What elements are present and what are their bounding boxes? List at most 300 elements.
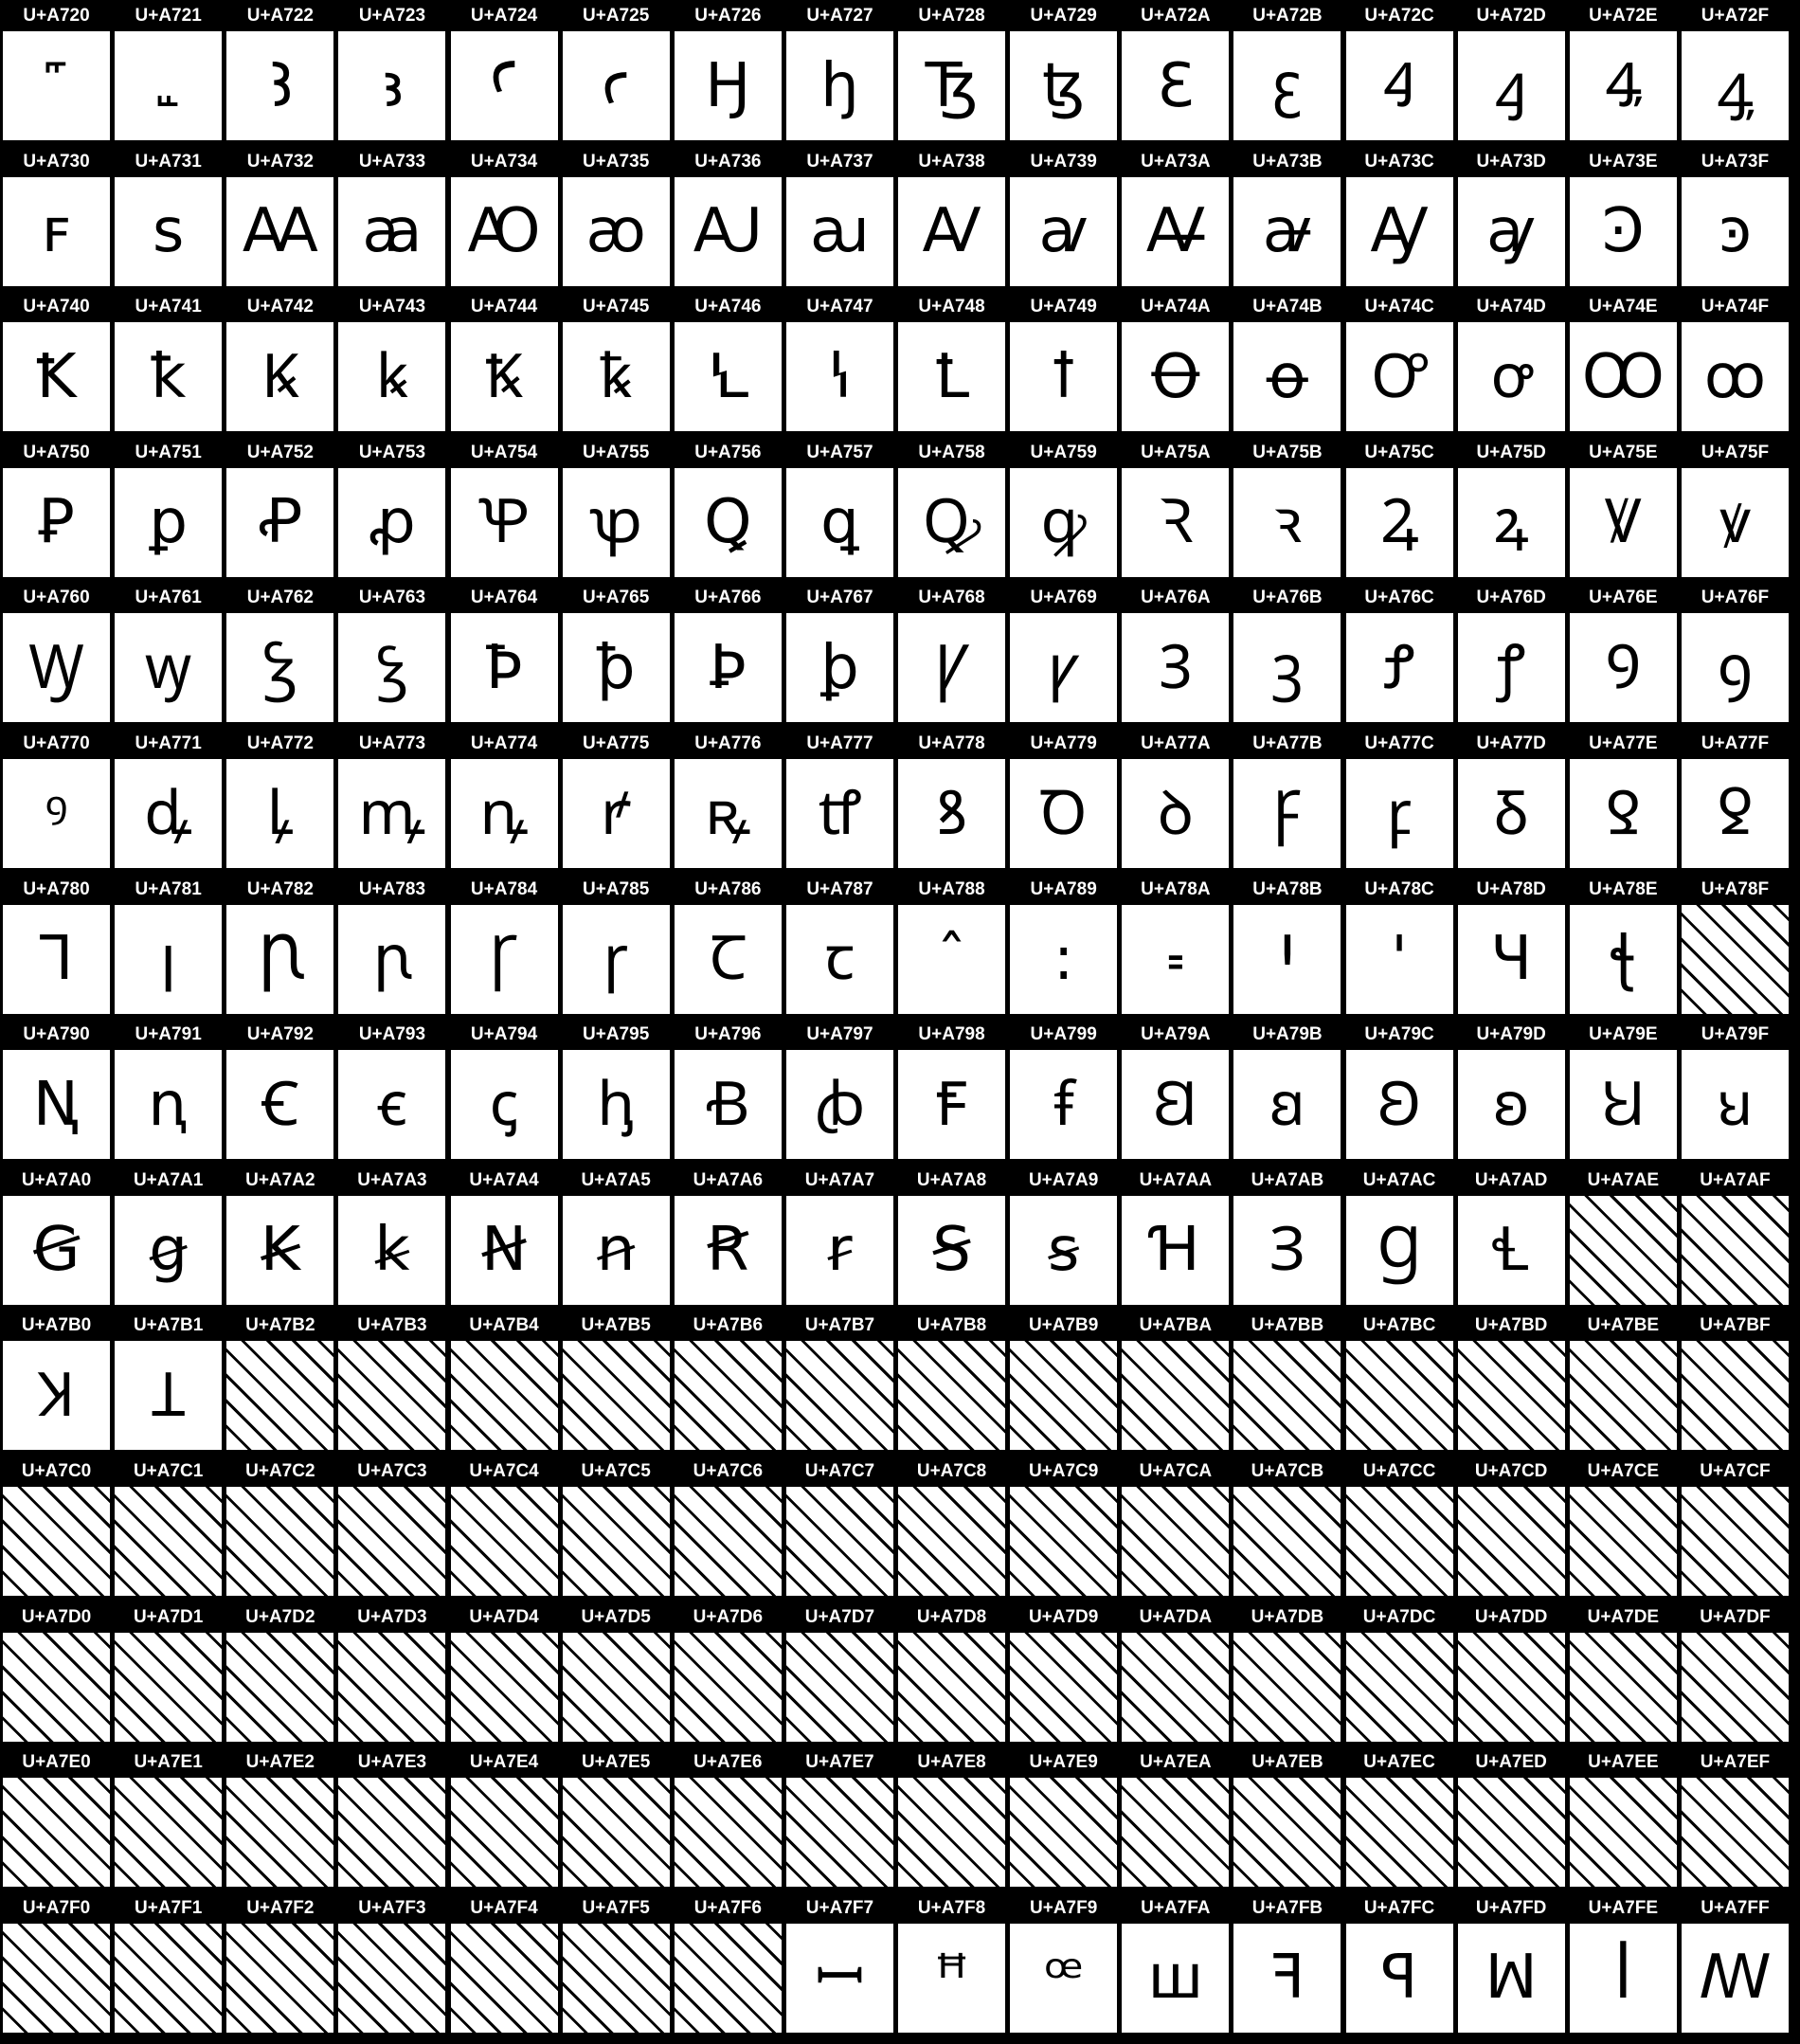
codepoint-label: U+A7B3 <box>357 1315 427 1336</box>
glyph-character: Ɡ <box>1377 1215 1422 1286</box>
glyph-character: ꜿ <box>1718 196 1753 267</box>
codepoint-label: U+A756 <box>694 442 762 462</box>
glyph-character: ꞃ <box>372 924 412 995</box>
glyph-cell <box>786 613 893 722</box>
glyph-character: Ꞧ <box>707 1215 749 1286</box>
glyph-cell <box>338 322 445 431</box>
unassigned-cell <box>563 1633 670 1742</box>
glyph-cell <box>1458 905 1565 1014</box>
glyph-cell <box>563 31 670 140</box>
codepoint-label: U+A755 <box>583 442 650 462</box>
glyph-character <box>115 31 222 140</box>
glyph-cell <box>1570 31 1677 140</box>
codepoint-label: U+A7E5 <box>581 1752 651 1773</box>
glyph-cell <box>1233 613 1341 722</box>
glyph-character: ꜭ <box>1495 50 1528 121</box>
codepoint-label: U+A77B <box>1252 733 1323 753</box>
glyph-character: ꝟ <box>1719 487 1751 558</box>
codepoint-label: U+A7DF <box>1700 1606 1771 1627</box>
codepoint-label: U+A772 <box>246 733 314 753</box>
glyph-character: ꜷ <box>810 196 870 267</box>
codepoint-label: U+A723 <box>358 6 426 26</box>
glyph-cell <box>1010 1924 1117 2033</box>
glyph-cell <box>3 177 110 286</box>
codepoint-label: U+A75B <box>1252 442 1323 462</box>
codepoint-label: U+A7C7 <box>804 1461 875 1481</box>
glyph-character: ꟻ <box>1269 1943 1305 2014</box>
unassigned-cell <box>1570 1196 1677 1305</box>
codepoint-label: U+A7BC <box>1362 1315 1436 1336</box>
codepoint-label: U+A7A9 <box>1028 1169 1099 1190</box>
codepoint-label: U+A7D5 <box>581 1606 651 1627</box>
codepoint-label: U+A7FA <box>1141 1897 1211 1918</box>
codepoint-label: U+A7E4 <box>469 1752 539 1773</box>
codepoint-label: U+A7DE <box>1587 1606 1660 1627</box>
glyph-character: Ꜻ <box>1145 196 1205 267</box>
codepoint-label: U+A765 <box>583 588 650 608</box>
glyph-character: Ꞌ <box>1275 924 1300 995</box>
codepoint-label: U+A7C0 <box>21 1461 92 1481</box>
codepoint-label: U+A7C3 <box>357 1461 427 1481</box>
glyph-character: Ꜥ <box>489 50 519 121</box>
glyph-cell <box>1010 759 1117 868</box>
glyph-cell <box>1570 468 1677 577</box>
codepoint-label: U+A727 <box>806 6 873 26</box>
codepoint-label: U+A722 <box>246 6 314 26</box>
glyph-character: ꝅ <box>600 341 633 412</box>
glyph-character: ꞝ <box>1492 1069 1530 1140</box>
codepoint-label: U+A790 <box>23 1024 90 1045</box>
glyph-cell <box>1010 31 1117 140</box>
glyph-character: ꜽ <box>1485 196 1537 267</box>
codepoint-label: U+A7BD <box>1474 1315 1548 1336</box>
codepoint-label: U+A7CE <box>1587 1461 1660 1481</box>
codepoint-label: U+A7F2 <box>246 1897 315 1918</box>
glyph-character: Ꝩ <box>934 632 969 703</box>
glyph-cell <box>1010 468 1117 577</box>
glyph-character: ꝙ <box>1040 487 1087 558</box>
glyph-cell <box>898 905 1005 1014</box>
glyph-cell <box>115 613 222 722</box>
glyph-character: Ꝅ <box>485 341 523 412</box>
glyph-character: ꝣ <box>376 632 408 703</box>
glyph-character: ꜹ <box>1038 196 1089 267</box>
codepoint-label: U+A7F8 <box>917 1897 986 1918</box>
codepoint-label: U+A7F6 <box>693 1897 762 1918</box>
glyph-cell <box>898 468 1005 577</box>
glyph-cell <box>786 177 893 286</box>
codepoint-label: U+A767 <box>806 588 873 608</box>
codepoint-label: U+A798 <box>918 1024 985 1045</box>
codepoint-label: U+A7AA <box>1139 1169 1213 1190</box>
glyph-character: Ꝛ <box>1158 487 1194 558</box>
glyph-cell <box>898 1050 1005 1159</box>
glyph-cell <box>3 613 110 722</box>
glyph-character: Ꜯ <box>1604 50 1643 121</box>
glyph-cell <box>1122 759 1229 868</box>
codepoint-label: U+A785 <box>583 878 650 899</box>
glyph-cell <box>1570 322 1677 431</box>
unassigned-cell <box>338 1924 445 2033</box>
glyph-character: Ꝿ <box>1605 778 1642 849</box>
glyph-cell <box>3 322 110 431</box>
glyph-character: Ꞅ <box>489 924 519 995</box>
glyph-character: ꝱ <box>144 778 192 849</box>
unassigned-cell <box>563 1487 670 1596</box>
glyph-character: ꝍ <box>1490 341 1532 412</box>
unassigned-cell <box>1458 1633 1565 1742</box>
glyph-character: Ꞩ <box>932 1215 971 1286</box>
glyph-character: ꝕ <box>589 487 642 558</box>
codepoint-label: U+A754 <box>470 442 538 462</box>
glyph-cell <box>786 759 893 868</box>
codepoint-label: U+A736 <box>694 151 762 172</box>
glyph-cell <box>115 322 222 431</box>
unassigned-cell <box>898 1487 1005 1596</box>
codepoint-label: U+A744 <box>470 297 538 317</box>
codepoint-label: U+A7A7 <box>804 1169 875 1190</box>
unassigned-cell <box>1458 1487 1565 1596</box>
glyph-cell <box>451 759 558 868</box>
glyph-character: Ꞇ <box>709 924 747 995</box>
codepoint-label: U+A74F <box>1701 297 1770 317</box>
glyph-cell <box>1682 31 1789 140</box>
codepoint-label: U+A7D1 <box>133 1606 204 1627</box>
glyph-cell <box>675 905 782 1014</box>
chart-row <box>0 1456 1800 1601</box>
unassigned-cell <box>1682 905 1789 1014</box>
glyph-cell <box>563 1196 670 1305</box>
codepoint-label: U+A7E7 <box>805 1752 874 1773</box>
glyph-cell <box>563 613 670 722</box>
unassigned-cell <box>3 1778 110 1887</box>
codepoint-label: U+A788 <box>918 878 985 899</box>
glyph-cell <box>115 177 222 286</box>
glyph-character: ꝸ <box>935 778 968 849</box>
codepoint-label: U+A750 <box>23 442 90 462</box>
unassigned-cell <box>1458 1778 1565 1887</box>
codepoint-label: U+A7ED <box>1475 1752 1547 1773</box>
glyph-character: ꝫ <box>1271 632 1304 703</box>
glyph-character: ꝿ <box>1717 778 1754 849</box>
codepoint-label: U+A75C <box>1364 442 1434 462</box>
codepoint-label: U+A7C6 <box>693 1461 764 1481</box>
glyph-character: ꝳ <box>358 778 426 849</box>
glyph-cell <box>1458 613 1565 722</box>
glyph-cell <box>1682 468 1789 577</box>
glyph-cell <box>115 31 222 140</box>
unassigned-cell <box>1233 1778 1341 1887</box>
codepoint-label: U+A7F5 <box>582 1897 650 1918</box>
codepoint-label: U+A757 <box>806 442 873 462</box>
codepoint-label: U+A7CB <box>1251 1461 1324 1481</box>
glyph-character: ꞡ <box>149 1215 188 1286</box>
codepoint-label: U+A799 <box>1030 1024 1097 1045</box>
glyph-character: ꞟ <box>1717 1069 1754 1140</box>
codepoint-label: U+A7D0 <box>21 1606 92 1627</box>
glyph-cell <box>563 322 670 431</box>
glyph-cell <box>898 613 1005 722</box>
glyph-character: ꞇ <box>824 924 855 995</box>
glyph-cell <box>786 468 893 577</box>
glyph-character: ꝯ <box>1717 632 1754 703</box>
chart-row <box>0 1165 1800 1311</box>
glyph-cell <box>1233 1050 1341 1159</box>
glyph-cell <box>675 1196 782 1305</box>
glyph-cell <box>451 613 558 722</box>
glyph-character: ꜵ <box>585 196 646 267</box>
glyph-cell <box>1010 905 1117 1014</box>
glyph-character: ꞑ <box>148 1069 189 1140</box>
unassigned-cell <box>1458 1341 1565 1450</box>
glyph-cell <box>226 1050 333 1159</box>
glyph-cell <box>1122 1924 1229 2033</box>
glyph-character: Ꜳ <box>242 196 318 267</box>
codepoint-label: U+A7D4 <box>469 1606 539 1627</box>
glyph-character: ꞓ <box>377 1069 407 1140</box>
codepoint-label: U+A72D <box>1476 6 1546 26</box>
glyph-character: ꜩ <box>1041 50 1086 121</box>
glyph-cell <box>3 468 110 577</box>
glyph-cell <box>1458 468 1565 577</box>
glyph-cell <box>1346 1196 1453 1305</box>
glyph-character: Ꞗ <box>706 1069 750 1140</box>
codepoint-label: U+A741 <box>135 297 202 317</box>
glyph-cell <box>3 905 110 1014</box>
glyph-character: ꜻ <box>1262 196 1313 267</box>
glyph-character: ꞥ <box>596 1215 636 1286</box>
glyph-character: ꞗ <box>814 1069 866 1140</box>
glyph-cell <box>1122 322 1229 431</box>
glyph-cell <box>3 1050 110 1159</box>
glyph-character: ꝲ <box>266 778 294 849</box>
unassigned-cell <box>226 1924 333 2033</box>
glyph-cell <box>563 759 670 868</box>
glyph-character: Ɬ <box>1492 1215 1530 1286</box>
unassigned-cell <box>1570 1778 1677 1887</box>
glyph-character: Ꝏ <box>1581 341 1665 412</box>
glyph-cell <box>1570 1924 1677 2033</box>
glyph-cell <box>1346 613 1453 722</box>
chart-row <box>0 146 1800 292</box>
codepoint-label: U+A7DD <box>1474 1606 1548 1627</box>
glyph-character: ꞌ <box>1391 924 1408 995</box>
glyph-cell <box>226 468 333 577</box>
glyph-character: ꝰ <box>45 778 68 849</box>
glyph-character: Ꞛ <box>1153 1069 1198 1140</box>
codepoint-label: U+A743 <box>358 297 426 317</box>
glyph-cell <box>1346 1924 1453 2033</box>
glyph-cell <box>786 1924 893 2033</box>
unassigned-cell <box>451 1924 558 2033</box>
glyph-cell <box>675 759 782 868</box>
glyph-cell <box>898 1196 1005 1305</box>
glyph-character: ꟹ <box>1044 1943 1084 2014</box>
glyph-cell <box>675 613 782 722</box>
glyph-character: Ᵹ <box>1493 778 1530 849</box>
glyph-character: ꝷ <box>818 778 861 849</box>
codepoint-label: U+A770 <box>23 733 90 753</box>
glyph-character: Ꝟ <box>1604 487 1642 558</box>
glyph-character: Ꜣ <box>268 50 293 121</box>
glyph-cell <box>115 1341 222 1450</box>
codepoint-label: U+A7CC <box>1362 1461 1436 1481</box>
unassigned-cell <box>338 1633 445 1742</box>
glyph-cell <box>898 759 1005 868</box>
unassigned-cell <box>786 1341 893 1450</box>
unassigned-cell <box>1346 1341 1453 1450</box>
glyph-cell <box>1010 322 1117 431</box>
glyph-cell <box>1682 759 1789 868</box>
unassigned-cell <box>115 1487 222 1596</box>
codepoint-label: U+A7D9 <box>1028 1606 1099 1627</box>
codepoint-label: U+A78E <box>1589 878 1658 899</box>
codepoint-label: U+A7EF <box>1700 1752 1771 1773</box>
glyph-character: Ꜩ <box>925 50 979 121</box>
codepoint-label: U+A7DB <box>1251 1606 1324 1627</box>
codepoint-label: U+A7B6 <box>693 1315 764 1336</box>
codepoint-label: U+A747 <box>806 297 873 317</box>
glyph-character: Ꜹ <box>922 196 981 267</box>
glyph-character: ꜯ <box>1717 50 1754 121</box>
codepoint-label: U+A7A4 <box>469 1169 539 1190</box>
codepoint-label: U+A73C <box>1364 151 1434 172</box>
glyph-cell <box>898 322 1005 431</box>
chart-row <box>0 1019 1800 1165</box>
codepoint-label: U+A7B5 <box>581 1315 651 1336</box>
unassigned-cell <box>675 1633 782 1742</box>
codepoint-label: U+A766 <box>694 588 762 608</box>
glyph-cell <box>1458 322 1565 431</box>
codepoint-label: U+A7CA <box>1139 1461 1213 1481</box>
glyph-cell <box>1570 759 1677 868</box>
codepoint-label: U+A7BA <box>1139 1315 1213 1336</box>
glyph-character: Ꝉ <box>933 341 970 412</box>
glyph-cell <box>451 905 558 1014</box>
glyph-character: Ꞓ <box>261 1069 299 1140</box>
unassigned-cell <box>451 1633 558 1742</box>
glyph-character: ꝇ <box>827 341 852 412</box>
codepoint-label: U+A7FD <box>1475 1897 1547 1918</box>
glyph-character: Ꜵ <box>467 196 541 267</box>
codepoint-label: U+A77D <box>1476 733 1546 753</box>
codepoint-label: U+A781 <box>135 878 202 899</box>
glyph-cell <box>1458 31 1565 140</box>
unassigned-cell <box>1682 1487 1789 1596</box>
codepoint-label: U+A74C <box>1364 297 1434 317</box>
glyph-cell <box>1233 468 1341 577</box>
glyph-character: ꟽ <box>1485 1943 1538 2014</box>
glyph-cell <box>451 322 558 431</box>
codepoint-label: U+A7F9 <box>1030 1897 1098 1918</box>
codepoint-label: U+A7A1 <box>133 1169 204 1190</box>
glyph-character: ꞎ <box>1608 924 1638 995</box>
codepoint-label: U+A7A0 <box>21 1169 92 1190</box>
glyph-character: ꝼ <box>1386 778 1413 849</box>
glyph-character: Ꝼ <box>1272 778 1303 849</box>
glyph-character: ꝴ <box>479 778 529 849</box>
glyph-character: ꟾ <box>1613 1943 1632 2014</box>
unassigned-cell <box>226 1778 333 1887</box>
codepoint-label: U+A73F <box>1701 151 1770 172</box>
glyph-character: Ꝙ <box>922 487 981 558</box>
unassigned-cell <box>115 1924 222 2033</box>
codepoint-label: U+A784 <box>470 878 538 899</box>
glyph-character: ꞔ <box>489 1069 519 1140</box>
glyph-character: ꝭ <box>1496 632 1526 703</box>
unassigned-cell <box>675 1487 782 1596</box>
codepoint-label: U+A7E6 <box>693 1752 763 1773</box>
glyph-cell <box>1010 1050 1117 1159</box>
codepoint-label: U+A7E0 <box>22 1752 91 1773</box>
codepoint-label: U+A725 <box>583 6 650 26</box>
glyph-cell <box>226 31 333 140</box>
codepoint-label: U+A7CF <box>1700 1461 1771 1481</box>
codepoint-label: U+A794 <box>470 1024 538 1045</box>
glyph-cell <box>226 905 333 1014</box>
glyph-character: Ꞥ <box>481 1215 527 1286</box>
codepoint-label: U+A7B4 <box>469 1315 539 1336</box>
chart-row <box>0 1310 1800 1456</box>
glyph-cell <box>1570 905 1677 1014</box>
glyph-cell <box>1458 1196 1565 1305</box>
glyph-character: ꜱ <box>152 196 185 267</box>
codepoint-label: U+A72A <box>1141 6 1211 26</box>
glyph-character: Ꞙ <box>935 1069 968 1140</box>
codepoint-label: U+A7AF <box>1700 1169 1771 1190</box>
glyph-character: ꜳ <box>362 196 423 267</box>
glyph-character: Ɦ <box>1151 1215 1200 1286</box>
codepoint-label: U+A74D <box>1476 297 1546 317</box>
codepoint-label: U+A7B9 <box>1028 1315 1099 1336</box>
codepoint-label: U+A7C2 <box>245 1461 315 1481</box>
glyph-character: ꞛ <box>1269 1069 1305 1140</box>
glyph-cell <box>451 468 558 577</box>
glyph-cell <box>1233 1924 1341 2033</box>
unassigned-cell <box>1682 1341 1789 1450</box>
codepoint-label: U+A729 <box>1030 6 1097 26</box>
glyph-character: ꜣ <box>381 50 404 121</box>
glyph-character: ꝏ <box>1703 341 1767 412</box>
unassigned-cell <box>898 1633 1005 1742</box>
codepoint-label: U+A775 <box>583 733 650 753</box>
glyph-cell <box>1458 1050 1565 1159</box>
glyph-character <box>3 31 110 140</box>
codepoint-label: U+A764 <box>470 588 538 608</box>
unassigned-cell <box>675 1924 782 2033</box>
codepoint-label: U+A72F <box>1701 6 1770 26</box>
glyph-cell <box>338 759 445 868</box>
glyph-cell <box>1233 177 1341 286</box>
glyph-character: ꝶ <box>705 778 751 849</box>
glyph-cell <box>1233 905 1341 1014</box>
unassigned-cell <box>675 1341 782 1450</box>
unassigned-cell <box>115 1633 222 1742</box>
glyph-character: ꞅ <box>603 924 629 995</box>
codepoint-label: U+A7C1 <box>133 1461 204 1481</box>
codepoint-label: U+A74B <box>1252 297 1323 317</box>
codepoint-label: U+A796 <box>694 1024 762 1045</box>
glyph-character: Ꞣ <box>260 1215 300 1286</box>
glyph-cell <box>338 905 445 1014</box>
codepoint-label: U+A7E1 <box>134 1752 203 1773</box>
codepoint-label: U+A76A <box>1141 588 1211 608</box>
glyph-character: Ꝇ <box>707 341 749 412</box>
glyph-cell <box>563 1050 670 1159</box>
glyph-cell <box>675 468 782 577</box>
codepoint-label: U+A779 <box>1030 733 1097 753</box>
codepoint-label: U+A7AB <box>1251 1169 1324 1190</box>
